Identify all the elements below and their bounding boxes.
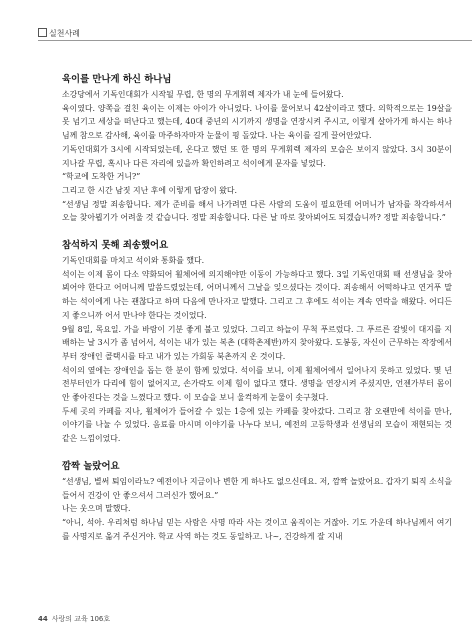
paragraph: 석이는 이제 몸이 다소 약화되어 휠체어에 의지해야만 이동이 가능하다고 했다. 3일 기독인대회 때 선생님을 찾아뵈어야 한다고 어머니께 말씀드렸었는데, 어머니께서 그날을 잊으셨다는 것이다. 죄송해서 어떡하냐고 연거푸 말하는 석이에게 나는 괜찮다고 하며 다음에 만나자고 말했다. 그리고 그 후에도 석이는 계속 연락을 해왔다. 어디든지 좋으니까 어서 만나야 한다는 것이었다. [62,269,452,320]
paragraph: 9월 8일, 목요일. 가을 바람이 기분 좋게 불고 있었다. 그리고 하늘이 무척 푸르렀다. 그 푸르른 갈빛이 대지를 지배하는 날 3시가 좀 넘어서, 석이는 내가 있는 복촌 (대학촌제반)까지 찾아왔다. 도봉동, 자신이 근무하는 작장에서부터 장애인 콜택시를 타고 내가 있는 가회동 북촌까지 온 것이다. [62,324,452,361]
section-title: 육이를 만나게 하신 하나님 [62,74,172,85]
square-icon [38,28,47,37]
section-title: 참석하지 못해 죄송했어요 [62,240,169,252]
paragraph: “선생님 정말 죄송합니다. 제가 준비를 해서 나가려면 다른 사람의 도움이 필요한데 어머니가 남자를 착각하셔서 오늘 찾아뵙기가 어려울 것 같습니다. 정말 죄송합니다. 다른 날 따로 찾아뵈어도 되겠습니까? 정말 죄송합니다.” [62,199,452,223]
section-label: 실천사례 [49,29,80,38]
page-footer [38,614,110,624]
section-tag [38,28,80,39]
paragraph: 석이의 옆에는 장애인을 돕는 한 분이 함께 있었다. 석이를 보니, 이제 휠체어에서 일어나지 못하고 있었다. 몇 년 전부터인가 다리에 힘이 없어지고, 손가락도 이제 힘이 없다고 했다. 생명을 연장시켜 주셨지만, 언젠가부터 몸이 안 좋아진다는 것을 느꼈다고 했다. 이 모습을 보니 울컥하게 눈물이 솟구쳤다. [62,365,452,403]
section-1 [62,73,452,225]
section-title: 깜짝 놀랐어요 [62,460,120,472]
section-3 [62,460,452,544]
paragraph: 기독인대회가 3시에 시작되었는데, 온다고 했던 또 한 명의 무게휘렉 제자의 모습은 보이지 않았다. 3시 30분이 지나갈 무렵, 혹시나 다른 자리에 있을까 확인하려고 석이에게 문자를 넣었다. [62,144,452,168]
paragraph: “선생님, 별써 퇴임이라뇨? 예전이나 지금이나 변한 게 하나도 없으신데요. 저, 깜짝 놀랐어요. 갑자기 퇴직 소식을 들어서 건강이 안 좋으셔서 그러신가 했어요.” [62,476,452,500]
paragraph: “아니, 석아. 우리처럼 하나님 믿는 사람은 사명 따라 사는 것이고 움직이는 거잖아. 기도 가운데 하나님께서 여기를 사명지로 옮겨 주신거야. 학교 사역 하는 것도 동일하고. 나~, 건강하게 잘 지내 [62,517,452,541]
paragraph: “학교에 도착한 거니?” [62,172,141,182]
paragraph: 기독인대회를 마치고 석이와 통화를 했다. [62,256,205,266]
page-number: 44 [38,615,48,623]
section-2 [62,239,452,446]
paragraph: 그리고 한 시간 남짓 지난 후에 이렇게 답장이 왔다. [62,185,238,195]
paragraph: 두세 곳의 카페를 지나, 휠체어가 들어갈 수 있는 1층에 있는 카페를 찾아갔다. 그리고 참 오랜만에 석이를 만나, 이야기를 나눌 수 있었다. 음료를 마시며 이야기를 나누다 보니, 예전의 고등학생과 선생님의 모습이 재현되는 것 같은 느낌이었다. [62,406,452,444]
paragraph: 육이였다. 양쪽을 걸친 육이는 이제는 아이가 아니었다. 나이를 물어보니 42살이라고 했다. 의학적으로는 19살을 못 넘기고 세상을 떠난다고 했는데, 40대 중년의 시기까지 생명을 연장시켜 주시고, 이렇게 살아가게 하시는 하나님께 참으로 감사해, 육이를 마주하자마자 눈물이 핑 돌았다. 나는 육이를 길게 끌어안았다. [62,103,452,141]
paragraph: 나는 웃으며 말했다. [62,504,131,514]
header-rule [38,40,472,41]
paragraph: 소강당에서 기독인대회가 시작될 무렵, 한 명의 무게휘렉 제자가 내 눈에 들어왔다. [62,90,344,99]
article-body [62,73,452,543]
publication-name: 사랑의 교육 106호 [51,615,111,623]
